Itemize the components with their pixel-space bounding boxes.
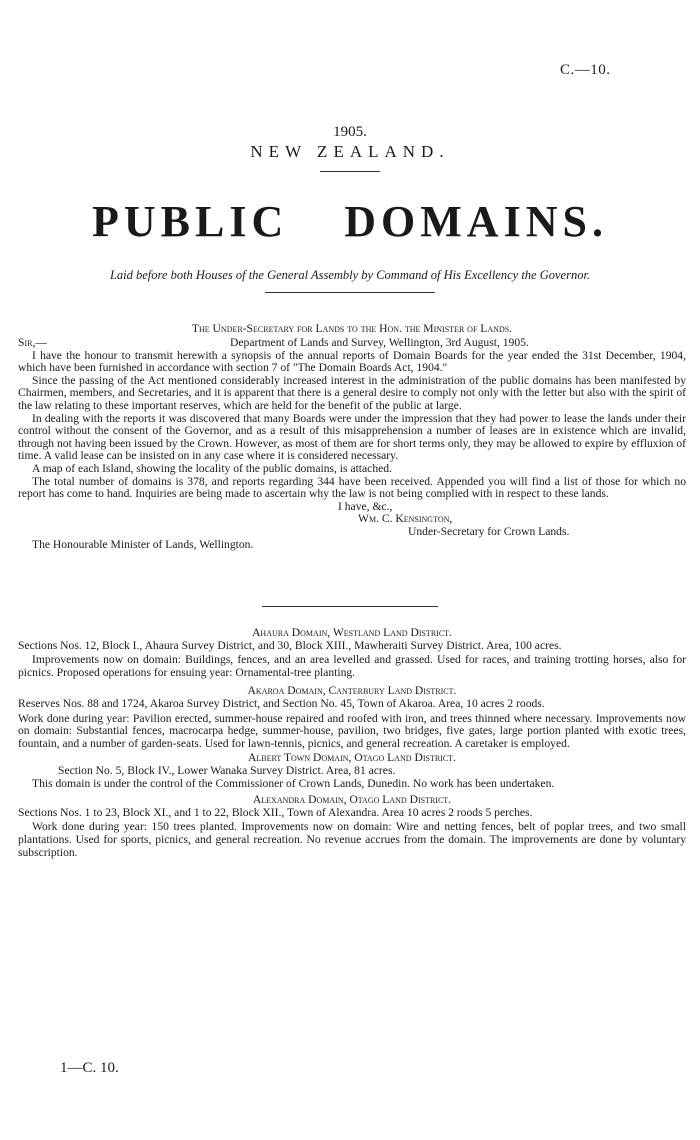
document-code: C.—10. (560, 62, 611, 78)
domain-entry (18, 752, 686, 790)
domain-description: Reserves Nos. 88 and 1724, Akaroa Survey District, and Section No. 45, Town of Akaroa. Area, 10 acres 2 roods. (18, 696, 545, 710)
letter-paragraph: I have the honour to transmit herewith a synopsis of the annual reports of Domain Boards for the year ended the 31st December, 1904, which have been furnished in accordance with section 7 of "The Domain Boards Act, 1904." (18, 348, 686, 375)
letter-signatory-title: Under-Secretary for Crown Lands. (408, 524, 570, 538)
document-title: PUBLIC DOMAINS. (92, 197, 608, 246)
laid-before-statement: Laid before both Houses of the General Assembly by Command of His Excellency the Governor. (109, 268, 591, 282)
domain-text: Work done during year: Pavilion erected, summer-house repaired and roofed with iron, and trees thinned where necessary. Improvements now on domain: Substantial fences, macrocarpa hedge, summer-house, pavilion, two bridges, five gates, large portion planted with exotic trees, fountain, and a number of garden-seats. Used for lawn-tennis, picnics, and general recreation. A caretaker is employed. (18, 711, 686, 750)
country-heading: NEW ZEALAND. (250, 142, 450, 161)
document-year: 1905. (333, 124, 367, 140)
domain-heading: Alexandra Domain, Otago Land District. (252, 793, 452, 807)
letter-section (18, 323, 686, 551)
letter-paragraph: The total number of domains is 378, and reports regarding 344 have been received. Appended you will find a list of those for which no report has come to hand. Inquiries are being made to ascertain why the law is not being complied with in respect to these lands. (18, 474, 686, 501)
domain-entry (18, 794, 686, 859)
domain-description: Sections Nos. 1 to 23, Block XI., and 1 to 22, Block XII., Town of Alexandra. Area 10 acres 2 roods 5 perches. (18, 805, 533, 819)
letter-salutation-row (18, 337, 686, 350)
domains-section (18, 627, 686, 859)
letter-heading: The Under-Secretary for Lands to the Hon. the Minister of Lands. (191, 322, 513, 335)
page-footer: 1—C. 10. (60, 1060, 119, 1076)
domain-heading: Akaroa Domain, Canterbury Land District. (247, 684, 457, 698)
divider-rule (265, 292, 435, 293)
letter-paragraph: In dealing with the reports it was discovered that many Boards were under the impression that they had power to lease the lands under their control without the consent of the Governor, and as a result of this misapprehension a number of leases are in existence which are invalid, through not having been issued by the Crown. However, as most of them are for short terms only, they may be allowed to expire by effluxion of time. A valid lease can be insisted on in any case where it is considered necessary. (18, 411, 686, 463)
domain-entry (18, 685, 686, 750)
letter-paragraph: Since the passing of the Act mentioned considerably increased interest in the administration of the public domains has been manifested by Chairmen, members, and Secretaries, and it is apparent that there is a general desire to comply not only with the letter but also with the spirit of the law relating to these important reserves, which are held for the benefit of the public at large. (18, 373, 686, 412)
domain-text: Work done during year: 150 trees planted. Improvements now on domain: Wire and netting fences, belt of poplar trees, and two small plantations. Used for sports, picnics, and general recreation. No revenue accrues from the domain. The improvements are done by voluntary subscription. (18, 820, 686, 859)
divider-rule (262, 606, 438, 607)
domain-description: Sections Nos. 12, Block I., Ahaura Survey District, and 30, Block XIII., Mawheraiti Survey District. Area, 100 acres. (18, 638, 562, 652)
letter-signatory: Wm. C. Kensington, (358, 512, 453, 526)
letter-address: Department of Lands and Survey, Wellington, 3rd August, 1905. (230, 335, 529, 349)
letter-paragraph: A map of each Island, showing the locality of the public domains, is attached. (32, 461, 392, 475)
domain-description: Section No. 5, Block IV., Lower Wanaka Survey District. Area, 81 acres. (58, 763, 396, 777)
domain-text: Improvements now on domain: Buildings, fences, and an area levelled and grassed. Used for races, and training trotting horses, also for picnics. Proposed operations for ensuing year: Ornamental-tree planting. (18, 653, 686, 679)
domain-text: This domain is under the control of the Commissioner of Crown Lands, Dunedin. No work has been undertaken. (32, 776, 555, 790)
domain-entry (18, 627, 686, 679)
letter-addressee: The Honourable Minister of Lands, Wellington. (32, 537, 254, 551)
domain-heading: Ahaura Domain, Westland Land District. (252, 626, 452, 639)
divider-rule (320, 171, 380, 172)
letter-salutation: Sir,— (18, 335, 47, 349)
letter-closing: I have, &c., (338, 499, 393, 513)
domain-heading: Albert Town Domain, Otago Land District. (248, 751, 456, 765)
